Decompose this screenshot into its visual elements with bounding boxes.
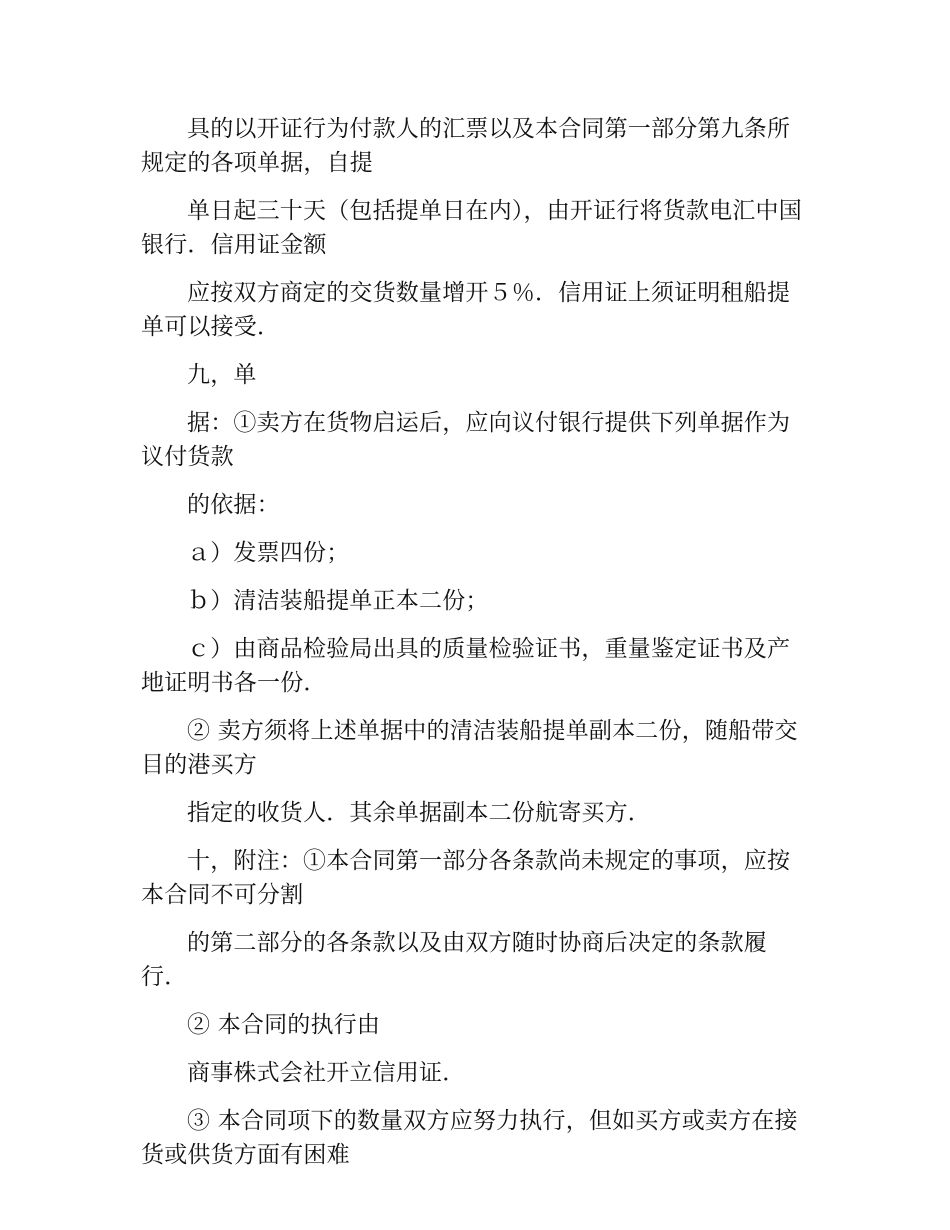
paragraph: ② 本合同的执行由: [187, 1012, 381, 1038]
paragraph: ② 卖方须将上述单据中的清洁装船提单副本二份，随船带交目的港买方: [141, 718, 798, 778]
paragraph: 的第二部分的各条款以及由双方随时协商后决定的条款履行．: [141, 930, 767, 990]
section-heading: 九，单: [187, 362, 257, 388]
paragraph: 指定的收货人．其余单据副本二份航寄买方．: [187, 800, 651, 826]
paragraph: 应按双方商定的交货数量增开５％．信用证上须证明租船提单可以接受．: [141, 280, 791, 340]
document-body: [141, 112, 811, 1186]
paragraph: 十，附注：①本合同第一部分各条款尚未规定的事项，应按本合同不可分割: [141, 848, 791, 908]
paragraph: ③ 本合同项下的数量双方应努力执行，但如买方或卖方在接货或供货方面有困难: [141, 1108, 798, 1168]
paragraph: 据：①卖方在货物启运后，应向议付银行提供下列单据作为议付货款: [141, 410, 791, 470]
list-item: ａ）发票四份；: [187, 540, 350, 566]
paragraph: 的依据：: [187, 492, 280, 518]
list-item: ｃ）由商品检验局出具的质量检验证书，重量鉴定证书及产地证明书各一份．: [141, 636, 791, 696]
list-item: ｂ）清洁装船提单正本二份；: [187, 588, 489, 614]
paragraph: 单日起三十天（包括提单日在内），由开证行将货款电汇中国银行．信用证金额: [141, 198, 802, 258]
paragraph: 商事株式会社开立信用证．: [187, 1060, 466, 1086]
paragraph: 具的以开证行为付款人的汇票以及本合同第一部分第九条所规定的各项单据，自提: [141, 116, 791, 176]
